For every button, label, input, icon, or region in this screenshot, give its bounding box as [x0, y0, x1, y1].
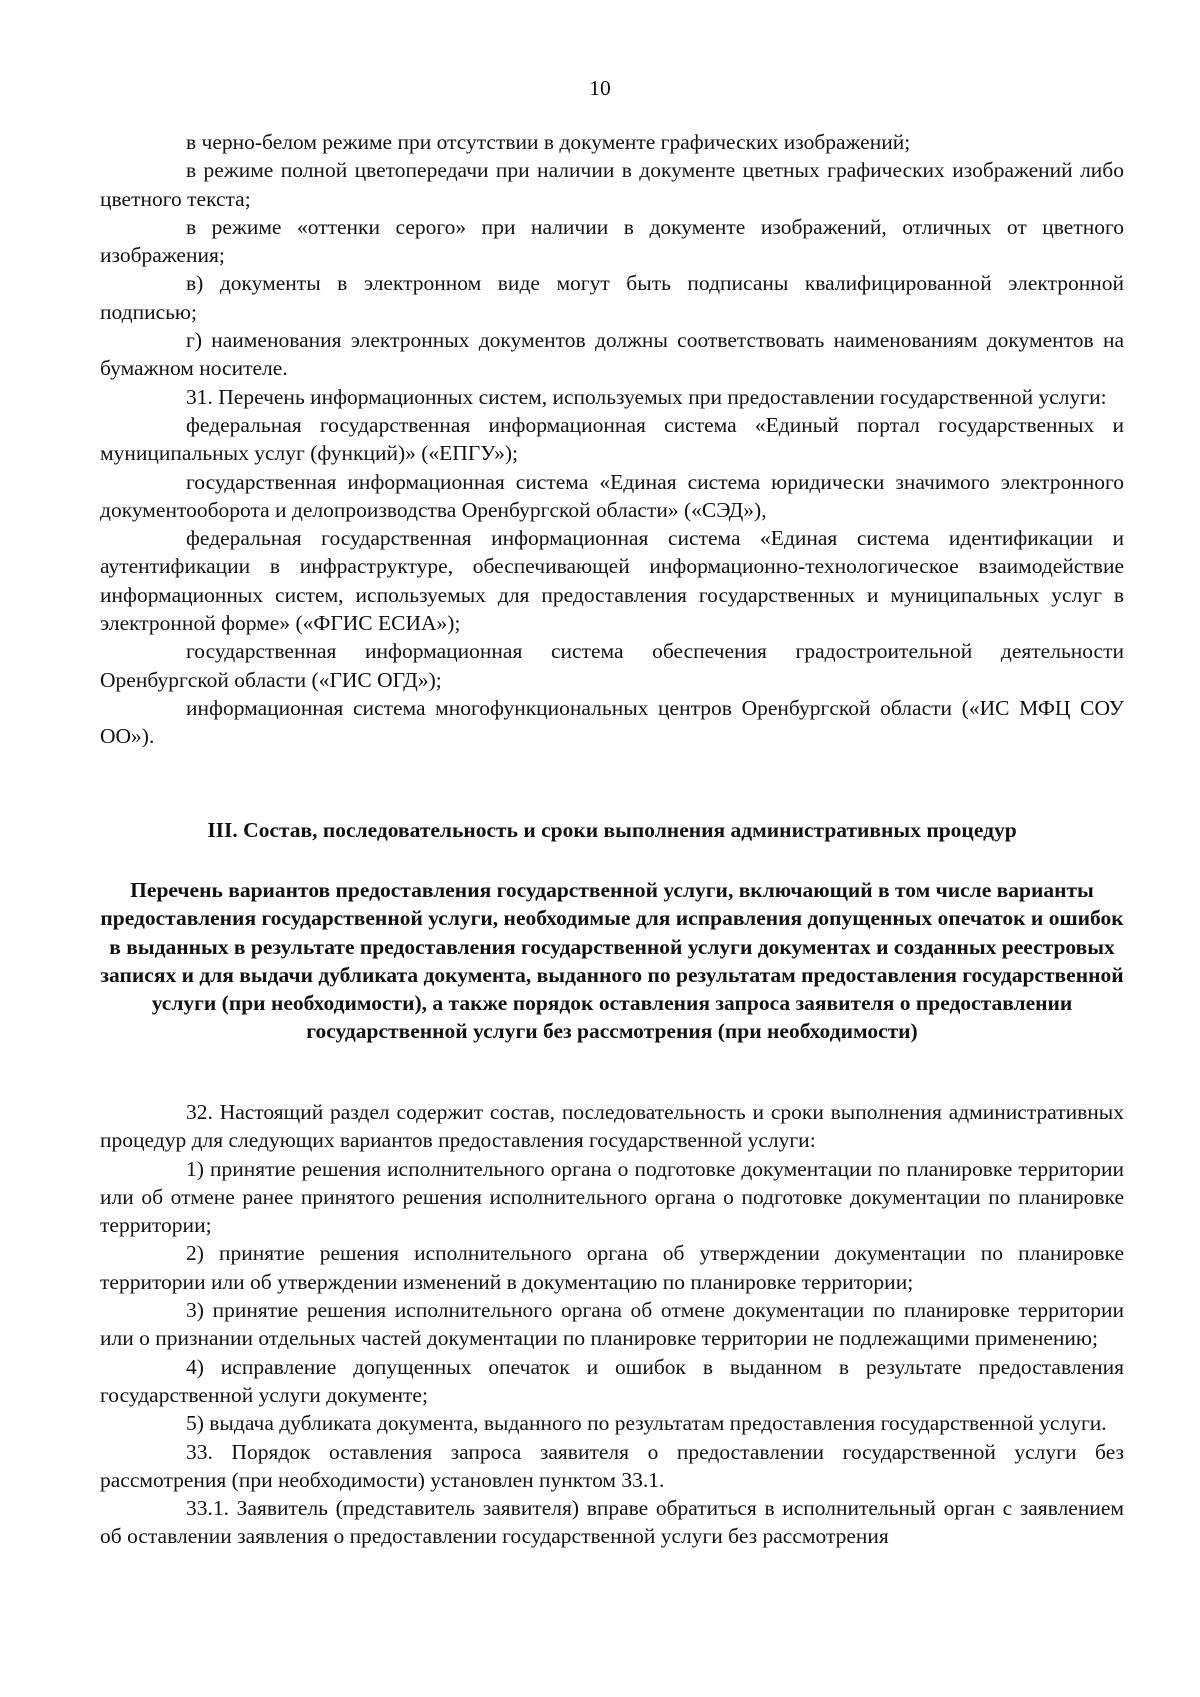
text-block-bottom [100, 1098, 1124, 1551]
paragraph: информационная система многофункциональных центров Оренбургской области («ИС МФЦ СОУ ОО»). [100, 695, 1124, 749]
subsection-heading: Перечень вариантов предоставления государственной услуги, включающий в том числе варианты предоставления государственной услуги, необходимые для исправления допущенных опечаток и ошибок в выданных в результате предоставления государственной услуги документах и созданных реестровых записях и для выдачи дубликата документа, выданного по результатам предоставления государственной услуги (при необходимости), а также порядок оставления запроса заявителя о предоставлении государственной услуги без рассмотрения (при необходимости) [100, 878, 1124, 1044]
list-item: 2) принятие решения исполнительного органа об утверждении документации по планировке территории или об утверждении изменений в документацию по планировке территории; [100, 1241, 1124, 1294]
paragraph: государственная информационная система обеспечения градостроительной деятельности Оренбургской области («ГИС ОГД»); [100, 639, 1124, 692]
paragraph: в) документы в электронном виде могут быть подписаны квалифицированной электронной подписью; [100, 271, 1124, 324]
paragraph: в черно-белом режиме при отсутствии в документе графических изображений; [186, 130, 911, 154]
list-item: 4) исправление допущенных опечаток и ошибок в выданном в результате предоставления государственной услуги документе; [100, 1354, 1124, 1407]
paragraph-item-31: 31. Перечень информационных систем, используемых при предоставлении государственной услуги: [186, 384, 1107, 409]
paragraph-item-33-1: 33.1. Заявитель (представитель заявителя) вправе обратиться в исполнительный орган с заявлением об оставлении заявления о предоставлении государственной услуги без рассмотрения [100, 1496, 1124, 1549]
paragraph: государственная информационная система «Единая система юридически значимого электронного документооборота и делопроизводства Оренбургской области» («СЭД»), [100, 469, 1124, 522]
paragraph: г) наименования электронных документов должны соответствовать наименованиям документов на бумажном носителе. [100, 328, 1124, 381]
paragraph: федеральная государственная информационная система «Единая система идентификации и аутентификации в инфраструктуре, обеспечивающей информационно-технологическое взаимодействие информационных систем, используемых для предоставления государственных и муниципальных услуг в электронной форме» («ФГИС ЕСИА»); [100, 526, 1124, 636]
list-item: 5) выдача дубликата документа, выданного по результатам предоставления государственной услуги. [186, 1411, 1107, 1436]
paragraph: в режиме «оттенки серого» при наличии в документе изображений, отличных от цветного изображения; [100, 214, 1124, 268]
section-heading: III. Состав, последовательность и сроки выполнения административных процедур [207, 818, 1017, 842]
paragraph-item-32: 32. Настоящий раздел содержит состав, последовательность и сроки выполнения административных процедур для следующих вариантов предоставления государственной услуги: [100, 1100, 1124, 1153]
paragraph-item-33: 33. Порядок оставления запроса заявителя о предоставлении государственной услуги без рассмотрения (при необходимости) установлен пунктом 33.1. [100, 1439, 1124, 1492]
list-item: 1) принятие решения исполнительного органа о подготовке документации по планировке территории или об отмене ранее принятого решения исполнительного органа о подготовке документации по планировке территории; [100, 1156, 1124, 1238]
paragraph: в режиме полной цветопередачи при наличии в документе цветных графических изображений либо цветного текста; [100, 158, 1124, 211]
list-item: 3) принятие решения исполнительного органа об отмене документации по планировке территории или о признании отдельных частей документации по планировке территории не подлежащими применению; [100, 1298, 1124, 1351]
page-number: 10 [589, 76, 611, 100]
text-block-top [100, 128, 1124, 751]
paragraph: федеральная государственная информационная система «Единый портал государственных и муниципальных услуг (функций)» («ЕПГУ»); [100, 412, 1124, 466]
